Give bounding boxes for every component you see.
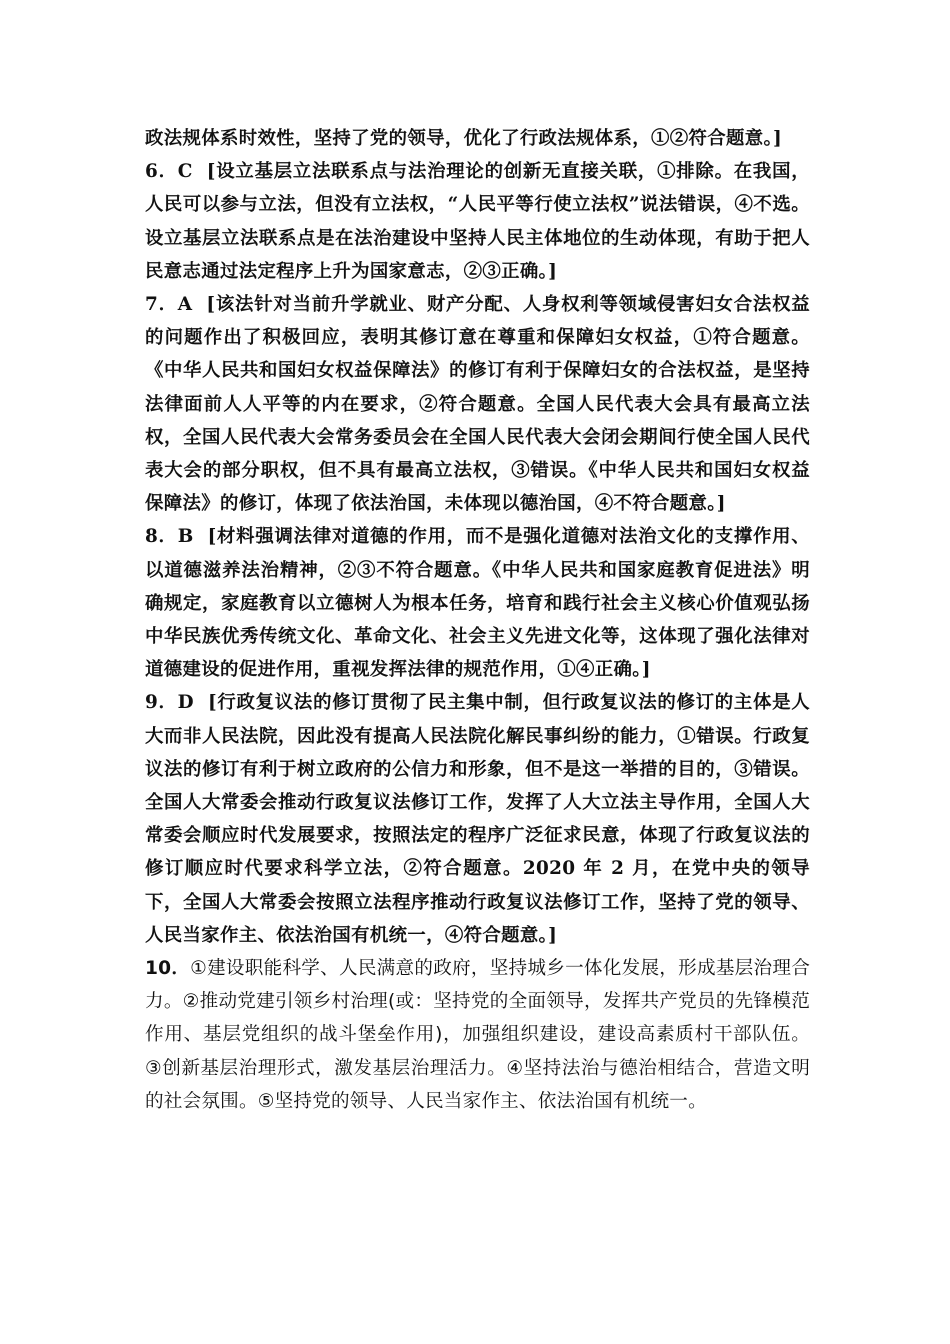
answer-explanation: [行政复议法的修订贯彻了民主集中制，但行政复议法的修订的主体是人大而非人民法院，因此没有提高人民法院化解民事纠纷的能力，①错误。行政复议法的修订有利于树立政府的公信力和形象，但不是这一举措的目的，③错误。全国人大常委会推动行政复议法修订工作，发挥了人大立法主导作用，全国人大常委会顺应时代发展要求，按照法定的程序广泛征求民意，体现了行政复议法的修订顺应时代要求科学立法，②符合题意。2020 年 2 月，在党中央的领导下，全国人大常委会按照立法程序推动行政复议法修订工作，坚持了党的领导、人民当家作主、依法治国有机统一，④符合题意。] (145, 692, 811, 946)
answer-paragraph-5-continuation (145, 122, 810, 155)
answer-paragraph-9 (145, 686, 810, 952)
answer-paragraph-8 (145, 520, 810, 686)
answer-paragraph-7 (145, 288, 810, 520)
answer-paragraph-10 (145, 952, 810, 1118)
question-number: 10． (145, 958, 191, 980)
answer-choice: D (177, 692, 194, 714)
answer-explanation: [该法针对当前升学就业、财产分配、人身权利等领域侵害妇女合法权益的问题作出了积极回应，表明其修订意在尊重和保障妇女权益，①符合题意。《中华人民共和国妇女权益保障法》的修订有利于保障妇女的合法权益，是坚持法律面前人人平等的内在要求，②符合题意。全国人民代表大会具有最高立法权，全国人民代表大会常务委员会在全国人民代表大会闭会期间行使全国人民代表大会的部分职权，但不具有最高立法权，③错误。《中华人民共和国妇女权益保障法》的修订，体现了依法治国，未体现以德治国，④不符合题意。] (145, 294, 810, 515)
answer-choice: B (177, 526, 194, 548)
answer-explanation: ①建设职能科学、人民满意的政府，坚持城乡一体化发展，形成基层治理合力。②推动党建引领乡村治理(或：坚持党的全面领导，发挥共产党员的先锋模范作用、基层党组织的战斗堡垒作用)，加强组织建设，建设高素质村干部队伍。 ③创新基层治理形式，激发基层治理活力。④坚持法治与德治相结合，营造文明的社会氛围。⑤坚持党的领导、人民当家作主、依法治国有机统一。 (145, 958, 810, 1112)
answer-explanation: [材料强调法律对道德的作用，而不是强化道德对法治文化的支撑作用、以道德滋养法治精神，②③不符合题意。《中华人民共和国家庭教育促进法》明确规定，家庭教育以立德树人为根本任务，培育和践行社会主义核心价值观弘扬中华民族优秀传统文化、革命文化、社会主义先进文化等，这体现了强化法律对道德建设的促进作用，重视发挥法律的规范作用，①④正确。] (145, 526, 810, 681)
answer-explanation: 政法规体系时效性，坚持了党的领导，优化了行政法规体系，①②符合题意。] (145, 128, 783, 149)
answer-choice: C (177, 161, 193, 183)
question-number: 8． (145, 526, 178, 548)
question-number: 9． (145, 692, 178, 714)
question-number: 6． (145, 161, 178, 183)
answer-paragraph-6 (145, 155, 810, 288)
answer-choice: A (177, 294, 193, 316)
answer-explanation: [设立基层立法联系点与法治理论的创新无直接关联，①排除。在我国，人民可以参与立法，但没有立法权，“人民平等行使立法权”说法错误，④不选。设立基层立法联系点是在法治建设中坚持人民主体地位的生动体现，有助于把人民意志通过法定程序上升为国家意志，②③正确。] (145, 161, 811, 282)
answer-document (145, 122, 810, 1118)
question-number: 7． (145, 294, 178, 316)
